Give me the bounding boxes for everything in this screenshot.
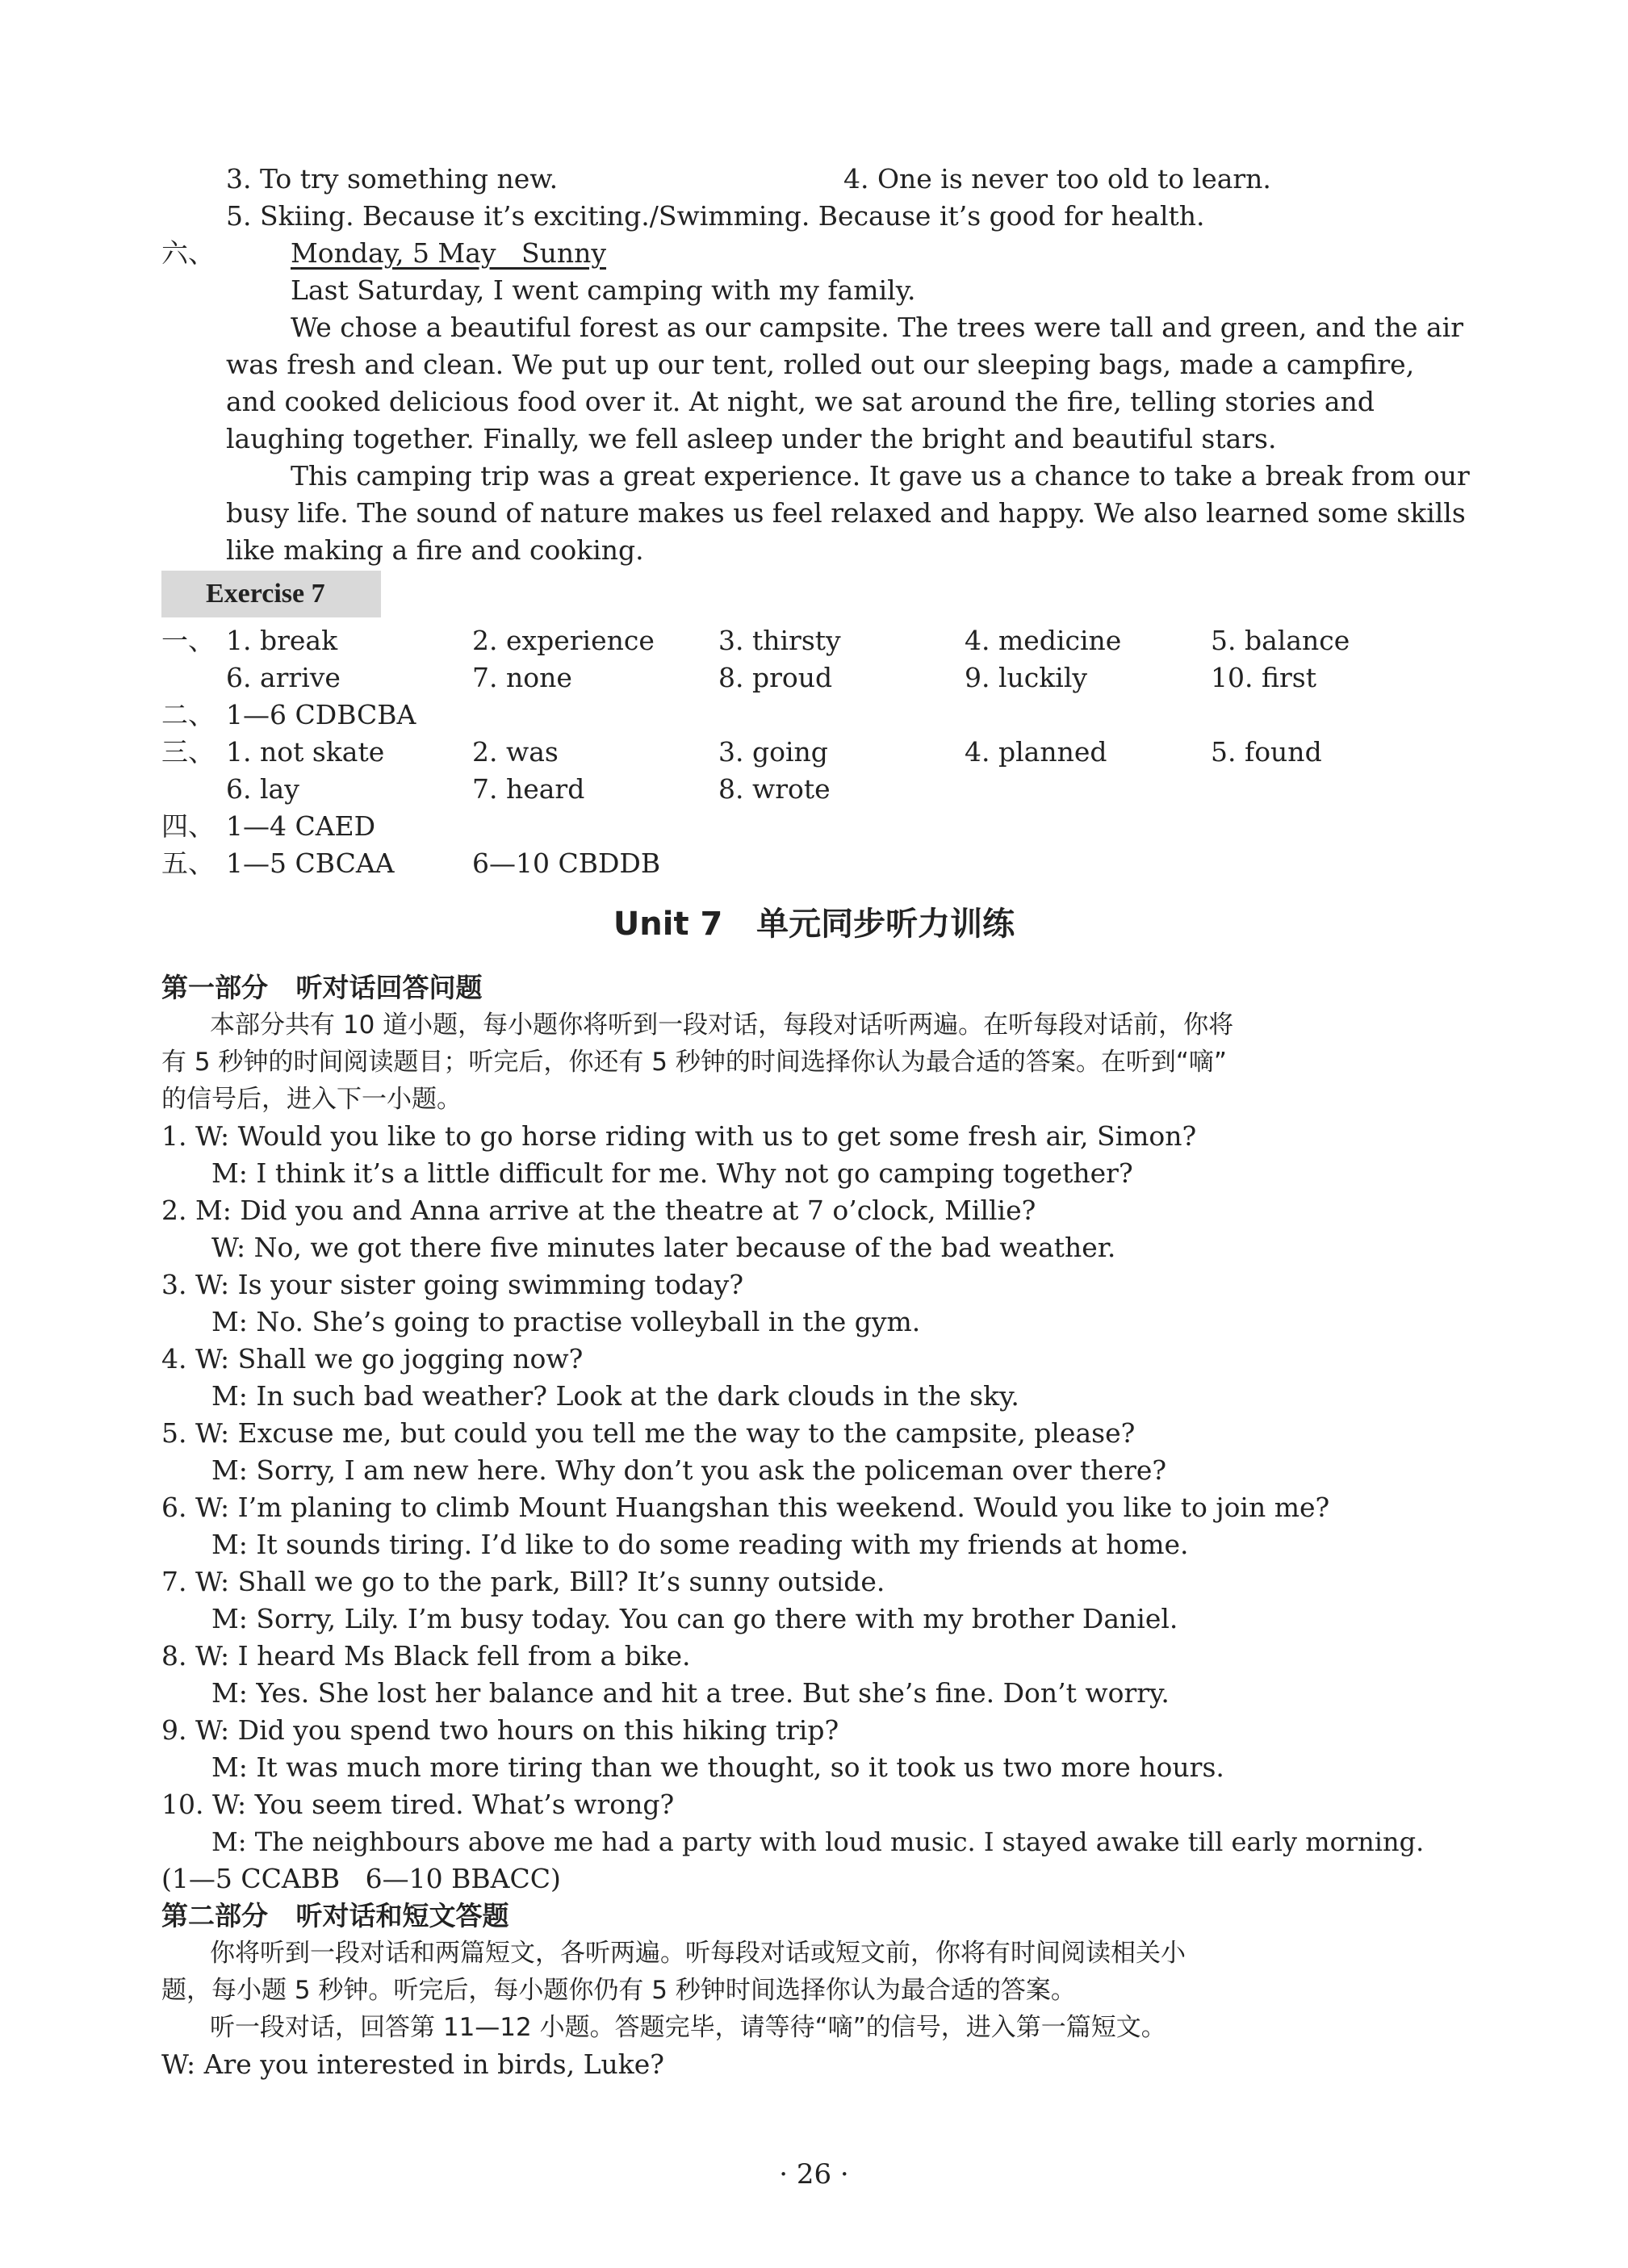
dialogue-line: M: Sorry, I am new here. Why don’t you ask the policeman over there? — [211, 1454, 1167, 1486]
dialogue-line: 8. W: I heard Ms Black fell from a bike. — [161, 1640, 691, 1672]
part-1-title: 第一部分 听对话回答问题 — [161, 972, 483, 1003]
ex-answer: 7. none — [472, 662, 572, 693]
ex-answer: 9. luckily — [965, 662, 1088, 693]
dialogue-line: M: It was much more tiring than we thought, so it took us two more hours. — [211, 1751, 1224, 1783]
essay-line: Last Saturday, I went camping with my family. — [291, 274, 916, 306]
dialogue-line: 1. W: Would you like to go horse riding with us to get some fresh air, Simon? — [161, 1120, 1197, 1152]
ex-answer: 7. heard — [472, 773, 585, 805]
answer-5-5: 5. Skiing. Because it’s exciting./Swimming. Because it’s good for health. — [226, 200, 1205, 232]
ex-answer: 1. break — [226, 625, 338, 656]
ex-answer: 1—6 CDBCBA — [226, 699, 416, 730]
ex-answer: 10. first — [1211, 662, 1316, 693]
part-1-intro: 的信号后，进入下一小题。 — [161, 1085, 462, 1114]
ex-answer: 8. proud — [718, 662, 833, 693]
essay-line: busy life. The sound of nature makes us feel relaxed and happy. We also learned some skills — [226, 497, 1466, 529]
ex-answer: 6—10 CBDDB — [472, 847, 661, 879]
ex-section-4-label: 四、 — [161, 810, 215, 842]
dialogue-line: 7. W: Shall we go to the park, Bill? It’s sunny outside. — [161, 1566, 885, 1597]
ex-answer: 8. wrote — [718, 773, 831, 805]
dialogue-line: 2. M: Did you and Anna arrive at the theatre at 7 o’clock, Millie? — [161, 1195, 1036, 1226]
dialogue-line: 4. W: Shall we go jogging now? — [161, 1343, 584, 1375]
dialogue-line: W: Are you interested in birds, Luke? — [161, 2048, 664, 2080]
part-1-intro: 有 5 秒钟的时间阅读题目；听完后，你还有 5 秒钟的时间选择你认为最合适的答案。在听到“嘀” — [161, 1048, 1227, 1077]
part-2-intro: 你将听到一段对话和两篇短文，各听两遍。听每段对话或短文前，你将有时间阅读相关小 — [210, 1939, 1186, 1968]
dialogue-line: M: I think it’s a little difficult for me. Why not go camping together? — [211, 1157, 1133, 1189]
ex-answer: 6. lay — [226, 773, 299, 805]
ex-answer: 2. experience — [472, 625, 655, 656]
answer-5-4: 4. One is never too old to learn. — [843, 163, 1271, 195]
ex-answer: 5. found — [1211, 736, 1322, 768]
dialogue-line: 6. W: I’m planing to climb Mount Huangshan this weekend. Would you like to join me? — [161, 1492, 1330, 1523]
essay-line: was fresh and clean. We put up our tent, rolled out our sleeping bags, made a campfire, — [226, 349, 1415, 380]
ex-answer: 3. thirsty — [718, 625, 841, 656]
dialogue-line: 3. W: Is your sister going swimming today? — [161, 1269, 744, 1300]
dialogue-line: 10. W: You seem tired. What’s wrong? — [161, 1789, 675, 1820]
essay-line: and cooked delicious food over it. At night, we sat around the fire, telling stories and — [226, 386, 1375, 417]
ex-answer: 5. balance — [1211, 625, 1350, 656]
part-1-answers: (1—5 CCABB 6—10 BBACC) — [161, 1863, 561, 1894]
part-2-intro: 题，每小题 5 秒钟。听完后，每小题你仍有 5 秒钟时间选择你认为最合适的答案。 — [161, 1976, 1076, 2005]
essay-line: We chose a beautiful forest as our campsite. The trees were tall and green, and the air — [291, 312, 1463, 343]
section-6-label: 六、 — [161, 237, 215, 269]
ex-answer: 1—4 CAED — [226, 810, 376, 842]
dialogue-line: W: No, we got there five minutes later because of the bad weather. — [211, 1232, 1116, 1263]
ex-answer: 2. was — [472, 736, 559, 768]
essay-line: laughing together. Finally, we fell asleep under the bright and beautiful stars. — [226, 423, 1277, 454]
ex-answer: 1. not skate — [226, 736, 385, 768]
dialogue-line: M: The neighbours above me had a party with loud music. I stayed awake till early morning. — [211, 1827, 1425, 1857]
unit-title: Unit 7 单元同步听力训练 — [613, 906, 1015, 943]
essay-line: like making a fire and cooking. — [226, 534, 644, 566]
dialogue-line: 5. W: Excuse me, but could you tell me the way to the campsite, please? — [161, 1417, 1136, 1449]
essay-line: This camping trip was a great experience. It gave us a chance to take a break from our — [291, 460, 1470, 492]
ex-section-5-label: 五、 — [161, 847, 215, 879]
part-2-title: 第二部分 听对话和短文答题 — [161, 1900, 509, 1931]
dialogue-line: M: Yes. She lost her balance and hit a tree. But she’s fine. Don’t worry. — [211, 1677, 1170, 1709]
dialogue-line: M: Sorry, Lily. I’m busy today. You can go there with my brother Daniel. — [211, 1603, 1178, 1634]
part-1-intro: 本部分共有 10 道小题，每小题你将听到一段对话，每段对话听两遍。在听每段对话前，你将 — [210, 1011, 1234, 1040]
ex-answer: 4. planned — [965, 736, 1107, 768]
ex-answer: 6. arrive — [226, 662, 341, 693]
ex-section-1-label: 一、 — [161, 625, 215, 656]
part-2-intro: 听一段对话，回答第 11—12 小题。答题完毕，请等待“嘀”的信号，进入第一篇短文。 — [210, 2013, 1166, 2042]
ex-section-3-label: 三、 — [161, 736, 215, 768]
ex-answer: 3. going — [718, 736, 828, 768]
dialogue-line: 9. W: Did you spend two hours on this hiking trip? — [161, 1714, 839, 1746]
answer-5-3: 3. To try something new. — [226, 163, 559, 195]
dialogue-line: M: In such bad weather? Look at the dark clouds in the sky. — [211, 1380, 1019, 1412]
page-number: · 26 · — [779, 2158, 849, 2191]
dialogue-line: M: No. She’s going to practise volleyball in the gym. — [211, 1306, 921, 1337]
ex-answer: 1—5 CBCAA — [226, 847, 395, 879]
dialogue-line: M: It sounds tiring. I’d like to do some reading with my friends at home. — [211, 1529, 1189, 1560]
ex-answer: 4. medicine — [965, 625, 1122, 656]
diary-header: Monday, 5 May Sunny — [291, 237, 607, 269]
exercise-heading: Exercise 7 — [161, 571, 381, 617]
ex-section-2-label: 二、 — [161, 699, 215, 730]
